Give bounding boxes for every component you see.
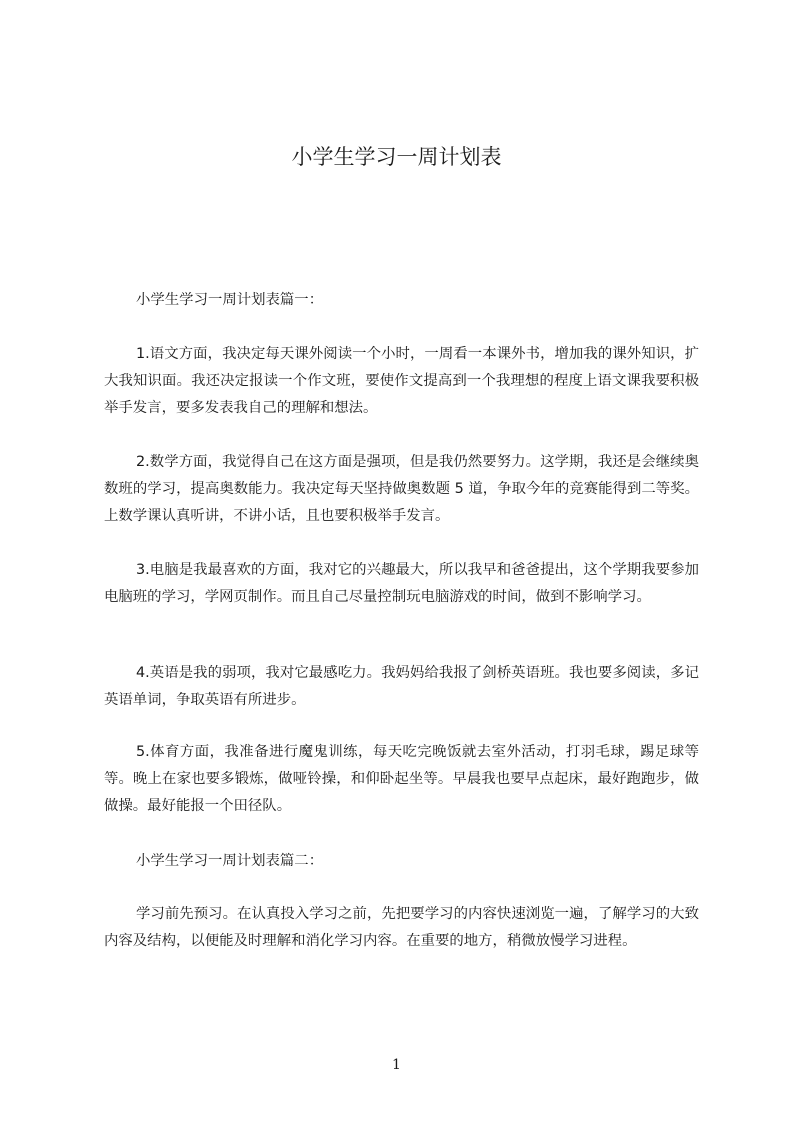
paragraph-preview: 学习前先预习。在认真投入学习之前，先把要学习的内容快速浏览一遍，了解学习的大致内容及结构，以便能及时理解和消化学习内容。在重要的地方，稍微放慢学习进程。 [104, 906, 699, 949]
paragraph-computer: 3.电脑是我最喜欢的方面，我对它的兴趣最大，所以我早和爸爸提出，这个学期我要参加电脑班的学习，学网页制作。而且自己尽量控制玩电脑游戏的时间，做到不影响学习。 [104, 562, 699, 605]
paragraph-sports: 5.体育方面，我准备进行魔鬼训练，每天吃完晚饭就去室外活动，打羽毛球，踢足球等等。晚上在家也要多锻炼，做哑铃操，和仰卧起坐等。早晨我也要早点起床，最好跑跑步，做做操。最好能报一个田径队。 [104, 744, 699, 814]
section-heading-1: 小学生学习一周计划表篇一： [136, 292, 324, 308]
document-title: 小学生学习一周计划表 [291, 145, 502, 169]
page-number: 1 [392, 1057, 401, 1073]
paragraph-math: 2.数学方面，我觉得自己在这方面是强项，但是我仍然要努力。这学期，我还是会继续奥数班的学习，提高奥数能力。我决定每天坚持做奥数题 5 道，争取今年的竞赛能得到二等奖。上数学课认真听讲，不讲小话，且也要积极举手发言。 [104, 454, 699, 524]
section-heading-2: 小学生学习一周计划表篇二： [136, 853, 324, 869]
paragraph-chinese: 1.语文方面，我决定每天课外阅读一个小时，一周看一本课外书，增加我的课外知识，扩大我知识面。我还决定报读一个作文班，要使作文提高到一个我理想的程度上语文课我要积极举手发言，要多发表我自己的理解和想法。 [104, 346, 699, 416]
paragraph-english: 4.英语是我的弱项，我对它最感吃力。我妈妈给我报了剑桥英语班。我也要多阅读，多记英语单词，争取英语有所进步。 [104, 665, 699, 708]
